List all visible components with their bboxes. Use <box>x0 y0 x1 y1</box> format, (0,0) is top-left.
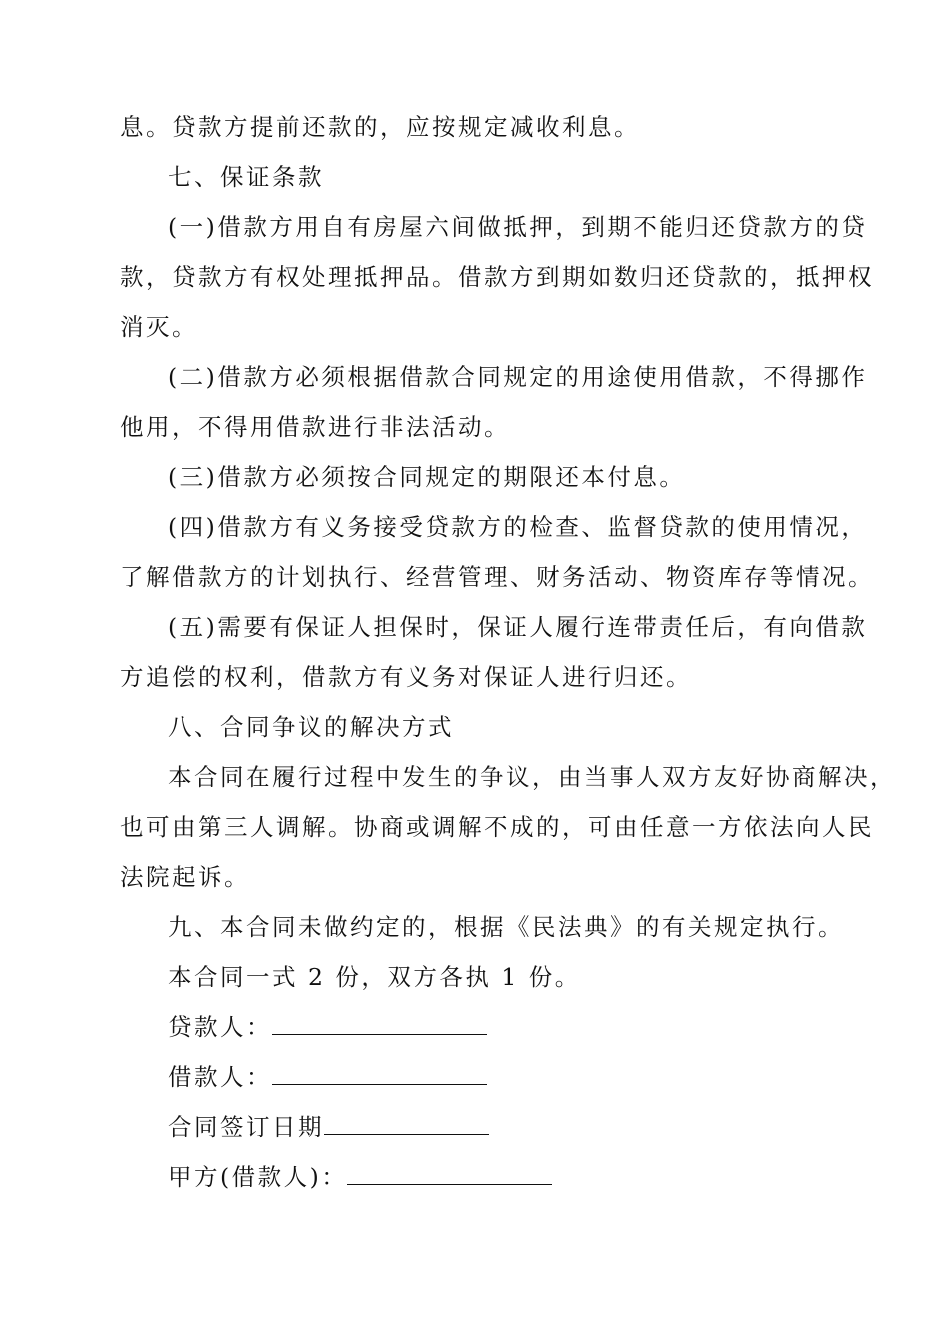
party-a-blank[interactable] <box>347 1162 552 1185</box>
party-a-signature-line <box>168 1162 552 1192</box>
lender-blank[interactable] <box>272 1012 487 1035</box>
paragraph-line: (五)需要有保证人担保时，保证人履行连带责任后，有向借款 <box>168 613 868 641</box>
paragraph-line: 款，贷款方有权处理抵押品。借款方到期如数归还贷款的，抵押权 <box>120 263 874 291</box>
paragraph-line: (四)借款方有义务接受贷款方的检查、监督贷款的使用情况， <box>168 513 868 541</box>
lender-label: 贷款人： <box>168 1013 272 1041</box>
paragraph-line: 本合同一式 2 份，双方各执 1 份。 <box>168 963 581 991</box>
party-a-label: 甲方(借款人)： <box>168 1163 348 1191</box>
paragraph-line: 消灭。 <box>120 313 198 341</box>
paragraph-line: 他用，不得用借款进行非法活动。 <box>120 413 510 441</box>
date-label: 合同签订日期 <box>168 1113 324 1141</box>
date-blank[interactable] <box>324 1112 489 1135</box>
paragraph-line: (三)借款方必须按合同规定的期限还本付息。 <box>168 463 686 491</box>
borrower-signature-line <box>168 1062 487 1092</box>
section-heading-7: 七、保证条款 <box>168 163 324 191</box>
paragraph-line: 法院起诉。 <box>120 863 250 891</box>
lender-signature-line <box>168 1012 487 1042</box>
date-signature-line <box>168 1112 489 1142</box>
borrower-blank[interactable] <box>272 1062 487 1085</box>
paragraph-line: 了解借款方的计划执行、经营管理、财务活动、物资库存等情况。 <box>120 563 874 591</box>
paragraph-line: (二)借款方必须根据借款合同规定的用途使用借款，不得挪作 <box>168 363 868 391</box>
section-heading-9: 九、本合同未做约定的，根据《民法典》的有关规定执行。 <box>168 913 844 941</box>
paragraph-line: (一)借款方用自有房屋六间做抵押，到期不能归还贷款方的贷 <box>168 213 868 241</box>
borrower-label: 借款人： <box>168 1063 272 1091</box>
paragraph-line: 本合同在履行过程中发生的争议，由当事人双方友好协商解决， <box>168 763 896 791</box>
paragraph-line: 也可由第三人调解。协商或调解不成的，可由任意一方依法向人民 <box>120 813 874 841</box>
paragraph-line: 方追偿的权利，借款方有义务对保证人进行归还。 <box>120 663 692 691</box>
section-heading-8: 八、合同争议的解决方式 <box>168 713 454 741</box>
paragraph-line: 息。贷款方提前还款的，应按规定减收利息。 <box>120 113 640 141</box>
